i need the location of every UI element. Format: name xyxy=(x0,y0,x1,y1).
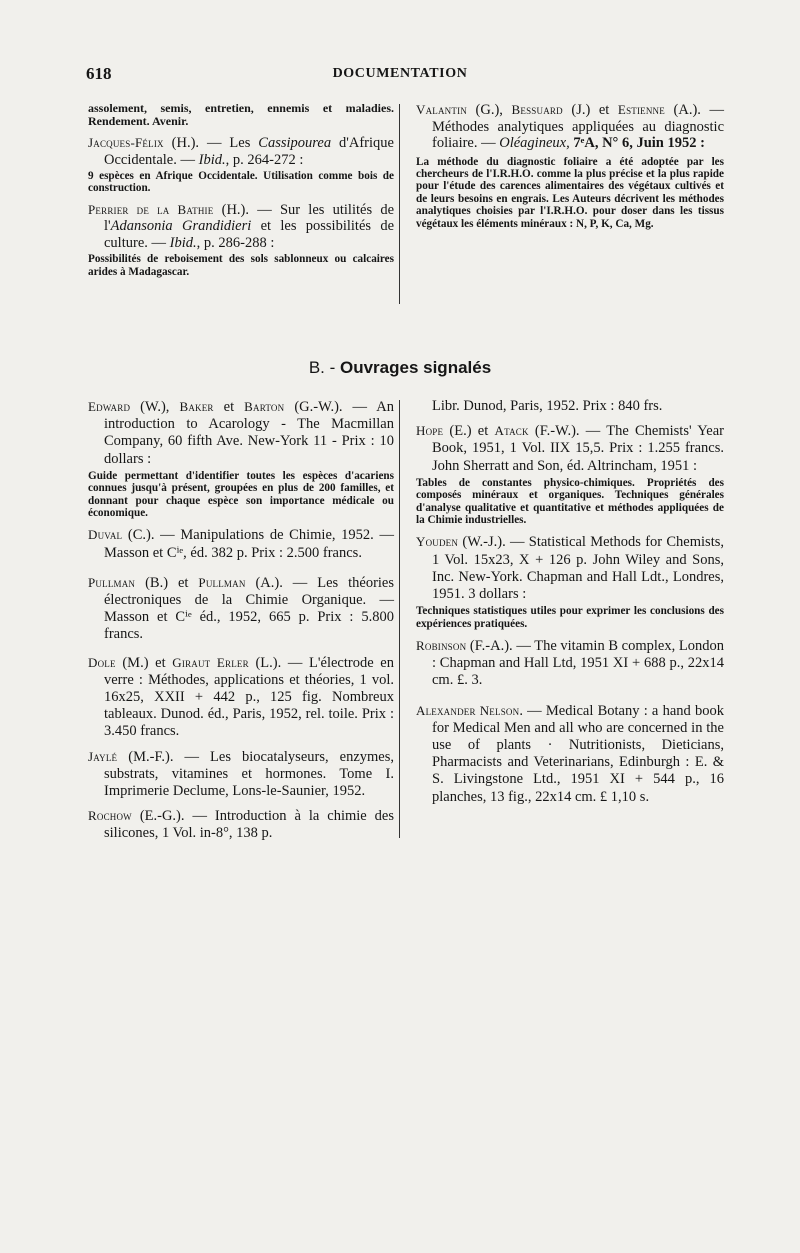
work-title: Adansonia Grandidieri xyxy=(110,218,252,235)
author-name: Jacques-Félix xyxy=(88,135,164,150)
continuation-text: Libr. Dunod, Paris, 1952. Prix : 840 frs. xyxy=(432,398,663,414)
entry-citation: Perrier de la Bathie (H.). — Sur les utilités de l'Adansonia Grandidieri et les possibilités de culture. — Ibid., p. 286-288 : xyxy=(88,201,395,251)
entry-summary: Tables de constantes physico-chimiques. Propriétés des composés minéraux et organiques. Techniques générales d'analyse qualitative et quantitative et méthodes appliquées de la Chimie industrielles. xyxy=(416,476,724,527)
continuation-text: assolement, semis, entretien, ennemis et maladies. Rendement. Avenir. xyxy=(88,101,394,128)
entry-citation: Alexander Nelson. — Medical Botany : a hand book for Medical Men and all who are concerned in the use of plants · Nutritionists, Dieticians, Pharmacists and Veterinarians, Edinburgh : E. & S. Livingstone Ltd., 1951 XI + 544 p., 16 planches, 13 fig., 22x14 cm. £ 1,10 s. xyxy=(416,702,724,805)
bibliography-entry xyxy=(416,533,724,630)
author-name: Barton xyxy=(244,399,285,414)
top-right-column xyxy=(416,102,724,237)
bibliography-entry xyxy=(416,422,724,526)
bibliography-entry xyxy=(416,702,724,806)
author-name: Robinson xyxy=(416,638,467,654)
author-name: Estienne xyxy=(617,102,665,117)
author-name: Atack xyxy=(494,423,529,439)
entry-summary: Guide permettant d'identifier toutes les espèces d'acariens connues jusqu'à présent, groupées en plus de 200 familles, et donnant pour chaque espèce son importance médicale ou économique. xyxy=(88,469,394,520)
bibliography-entry xyxy=(88,574,394,644)
entry-citation: Youden (W.-J.). — Statistical Methods for Chemists, 1 Vol. 15x23, X + 126 p. John Wiley and Sons, Inc. New-York. Chapman and Hall Ldt., Londres, 1951. 3 dollars : xyxy=(416,534,724,603)
lower-right-column xyxy=(416,398,724,813)
entry-summary: Techniques statistiques utiles pour exprimer les conclusions des expériences pratiquées. xyxy=(416,605,724,630)
entry-citation: Valantin (G.), Bessuard (J.) et Estienne (A.). — Méthodes analytiques appliquées au diagnostic foliaire. — Oléagineux, 7ᵉA, N° 6, Juin 1952 : xyxy=(416,102,724,151)
section-heading xyxy=(0,358,800,378)
author-name: Valantin xyxy=(416,102,467,117)
section-title: Ouvrages signalés xyxy=(339,358,492,377)
running-title: DOCUMENTATION xyxy=(332,66,468,81)
entry-citation: Dole (M.) et Giraut Erler (L.). — L'électrode en verre : Méthodes, applications et théories, 1 vol. 16x25, XXII + 442 p., 125 fig. Nombreux tableaux. Dunod. éd., Paris, 1952, rel. toile. Prix : 3.450 francs. xyxy=(88,654,394,740)
entry-citation: Jacques-Félix (H.). — Les Cassipourea d'Afrique Occidentale. — Ibid., p. 264-272 : xyxy=(88,135,394,168)
bibliography-entry xyxy=(88,654,394,741)
journal-title: Oléagineux, xyxy=(499,135,570,151)
entry-citation: Edward (W.), Baker et Barton (G.-W.). — An introduction to Acarology - The Macmillan Company, 60 fifth Ave. New-York 11 - Prix : 10 dollars : xyxy=(88,399,394,467)
section-prefix: B. - xyxy=(308,358,340,377)
entry-citation: Hope (E.) et Atack (F.-W.). — The Chemists' Year Book, 1951, 1 Vol. IIX 15,5. Prix : 1.255 francs. John Sherratt and Son, éd. Altrincham, 1951 : xyxy=(416,423,724,474)
bibliography-entry xyxy=(88,807,394,842)
column-rule-top xyxy=(399,104,400,304)
bibliography-entry xyxy=(88,398,394,519)
entry-citation: Rochow (E.-G.). — Introduction à la chimie des silicones, 1 Vol. in-8°, 138 p. xyxy=(88,808,394,842)
work-title: Cassipourea xyxy=(258,135,332,151)
author-name: Hope xyxy=(416,423,444,439)
author-name: Baker xyxy=(179,399,214,414)
author-name: Giraut Erler xyxy=(172,654,249,670)
entry-summary: 9 espèces en Afrique Occidentale. Utilisation comme bois de construction. xyxy=(88,170,394,195)
bibliography-entry xyxy=(416,102,724,230)
bibliography-entry xyxy=(88,202,394,278)
column-rule-lower xyxy=(399,400,400,838)
lower-left-column xyxy=(88,398,394,850)
author-name: Perrier de la Bathie xyxy=(88,201,214,217)
author-name: Pullman xyxy=(198,574,246,590)
entry-summary: Possibilités de reboisement des sols sablonneux ou calcaires arides à Madagascar. xyxy=(88,253,394,278)
top-left-column xyxy=(88,102,394,285)
author-name: Alexander Nelson xyxy=(416,702,520,718)
entry-summary: La méthode du diagnostic foliaire a été adoptée par les chercheurs de l'I.R.H.O. comme la plus précise et la plus rapide pour l'étude des carences alimentaires des végétaux cultivés et de leurs besoins en engrais. Les Auteurs décrivent les méthodes analytiques choisies par l'I.R.H.O. pour doser dans les tissus végétaux les éléments minéraux : N, P, K, Ca, Mg. xyxy=(416,155,724,230)
author-name: Dole xyxy=(88,654,116,670)
bibliography-entry xyxy=(88,526,394,561)
bibliography-entry xyxy=(88,135,394,195)
author-name: Pullman xyxy=(88,574,136,590)
entry-citation: Duval (C.). — Manipulations de Chimie, 1952. — Masson et Cⁱᵉ, éd. 382 p. Prix : 2.500 francs. xyxy=(88,527,394,561)
author-name: Jaylé xyxy=(88,748,118,764)
bibliography-entry xyxy=(416,637,724,690)
entry-citation: Robinson (F.-A.). — The vitamin B complex, London : Chapman and Hall Ltd, 1951 XI + 688 p., 22x14 cm. £. 3. xyxy=(416,638,724,689)
author-name: Youden xyxy=(416,534,459,550)
entry-citation: Pullman (B.) et Pullman (A.). — Les théories électroniques de la Chimie Organique. — Masson et Cⁱᵉ éd., 1952, 665 p. Prix : 5.800 francs. xyxy=(88,574,395,643)
author-name: Bessuard xyxy=(511,102,563,117)
author-name: Edward xyxy=(88,399,131,414)
author-name: Rochow xyxy=(88,808,132,824)
page-number: 618 xyxy=(86,64,112,83)
bibliography-entry xyxy=(88,748,394,801)
entry-citation: Jaylé (M.-F.). — Les biocatalyseurs, enzymes, substrats, vitamines et hormones. Tome I. Imprimerie Declume, Lons-le-Saunier, 1952. xyxy=(88,748,394,800)
author-name: Duval xyxy=(88,527,123,543)
